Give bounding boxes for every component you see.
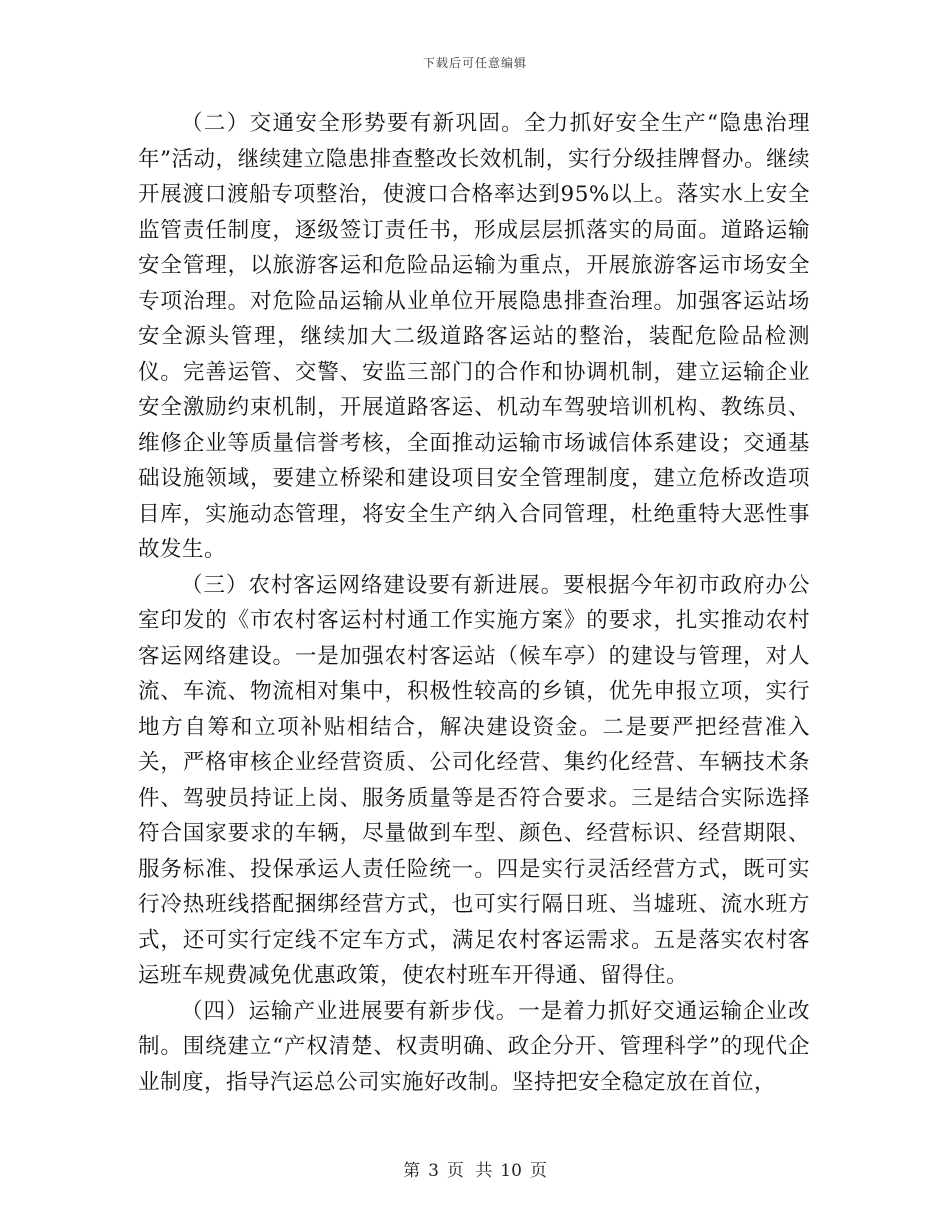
- paragraph-transport-industry: （四）运输产业进展要有新步伐。一是着力抓好交通运输企业改制。围绕建立“产权清楚、权责明确、政企分开、管理科学”的现代企业制度，指导汽运总公司实施好改制。坚持把安全稳定放在首位，: [138, 998, 810, 1095]
- footer-suffix: 页: [529, 1161, 547, 1181]
- footer-middle: 页 共: [446, 1161, 493, 1181]
- page-number-footer: [0, 1156, 950, 1181]
- footer-prefix: 第: [403, 1161, 421, 1181]
- footer-total-pages: 10: [500, 1161, 522, 1181]
- document-body: [138, 106, 810, 1100]
- paragraph-traffic-safety: （二）交通安全形势要有新巩固。全力抓好安全生产“隐患治理年”活动，继续建立隐患排查整改长效机制，实行分级挂牌督办。继续开展渡口渡船专项整治，使渡口合格率达到95%以上。落实水上安全监管责任制度，逐级签订责任书，形成层层抓落实的局面。道路运输安全管理，以旅游客运和危险品运输为重点，开展旅游客运市场安全专项治理。对危险品运输从业单位开展隐患排查治理。加强客运站场安全源头管理，继续加大二级道路客运站的整治，装配危险品检测仪。完善运管、交警、安监三部门的合作和协调机制，建立运输企业安全激励约束机制，开展道路客运、机动车驾驶培训机构、教练员、维修企业等质量信誉考核，全面推动运输市场诚信体系建设；交通基础设施领域，要建立桥梁和建设项目安全管理制度，建立危桥改造项目库，实施动态管理，将安全生产纳入合同管理，杜绝重特大恶性事故发生。: [138, 111, 810, 562]
- footer-current-page: 3: [428, 1161, 439, 1181]
- page-header-note: 下载后可任意编辑: [422, 56, 527, 70]
- paragraph-rural-transport: （三）农村客运网络建设要有新进展。要根据今年初市政府办公室印发的《市农村客运村村通工作实施方案》的要求，扎实推动农村客运网络建设。一是加强农村客运站（候车亭）的建设与管理，对人流、车流、物流相对集中，积极性较高的乡镇，优先申报立项，实行地方自筹和立项补贴相结合，解决建设资金。二是要严把经营准入关，严格审核企业经营资质、公司化经营、集约化经营、车辆技术条件、驾驶员持证上岗、服务质量等是否符合要求。三是结合实际选择符合国家要求的车辆，尽量做到车型、颜色、经营标识、经营期限、服务标准、投保承运人责任险统一。四是实行灵活经营方式，既可实行冷热班线搭配捆绑经营方式，也可实行隔日班、当墟班、流水班方式，还可实行定线不定车方式，满足农村客运需求。五是落实农村客运班车规费减免优惠政策，使农村班车开得通、留得住。: [138, 572, 810, 988]
